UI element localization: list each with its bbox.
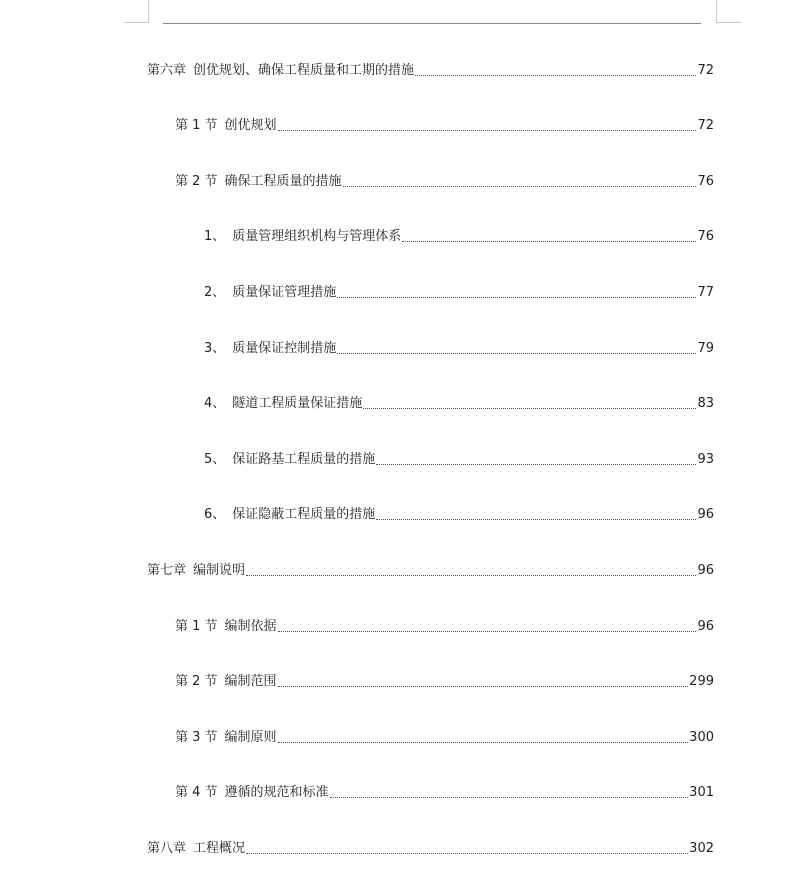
toc-entry-number: 第 3 节 (175, 730, 218, 745)
toc-entry[interactable] (147, 838, 714, 858)
toc-entry-number: 第七章 (147, 563, 187, 578)
toc-entry-number: 5、 (204, 452, 226, 467)
toc-entry-title: 创优规划、确保工程质量和工期的措施 (193, 63, 415, 78)
toc-entry[interactable] (204, 504, 714, 524)
toc-entry-number: 3、 (204, 341, 226, 356)
toc-entry-number: 2、 (204, 285, 226, 300)
toc-dot-leader (363, 408, 696, 409)
toc-entry-number: 第 2 节 (175, 674, 218, 689)
toc-entry-number: 第 2 节 (175, 174, 218, 189)
toc-entry-title: 隧道工程质量保证措施 (232, 396, 363, 411)
toc-page-number: 301 (689, 785, 714, 800)
toc-entry[interactable] (147, 60, 714, 80)
toc-entry-title: 质量管理组织机构与管理体系 (232, 229, 402, 244)
toc-entry-number: 第六章 (147, 63, 187, 78)
toc-dot-leader (343, 186, 697, 187)
toc-dot-leader (246, 575, 696, 576)
toc-page-number: 83 (697, 396, 714, 411)
toc-entry-title: 确保工程质量的措施 (224, 174, 342, 189)
toc-dot-leader (278, 631, 697, 632)
toc-dot-leader (376, 464, 696, 465)
toc-dot-leader (278, 130, 697, 131)
toc-dot-leader (330, 797, 689, 798)
toc-page-number: 72 (697, 118, 714, 133)
toc-page-number: 72 (697, 63, 714, 78)
toc-entry-number: 第 1 节 (175, 118, 218, 133)
toc-entry[interactable] (175, 782, 714, 802)
toc-entry[interactable] (204, 338, 714, 358)
toc-page-number: 299 (689, 674, 714, 689)
toc-dot-leader (337, 297, 696, 298)
toc-dot-leader (278, 686, 689, 687)
toc-entry[interactable] (147, 560, 714, 580)
toc-page-number: 76 (697, 229, 714, 244)
toc-entry-title: 编制依据 (224, 619, 277, 634)
toc-entry-number: 4、 (204, 396, 226, 411)
toc-entry-number: 1、 (204, 229, 226, 244)
toc-page-number: 300 (689, 730, 714, 745)
toc-page-number: 79 (697, 341, 714, 356)
toc-entry[interactable] (175, 727, 714, 747)
toc-dot-leader (402, 241, 696, 242)
toc-entry[interactable] (175, 671, 714, 691)
toc-dot-leader (376, 519, 696, 520)
toc-dot-leader (278, 742, 689, 743)
toc-entry-number: 第 4 节 (175, 785, 218, 800)
toc-entry-title: 保证路基工程质量的措施 (232, 452, 376, 467)
toc-entry-title: 编制范围 (224, 674, 277, 689)
toc-page-number: 96 (697, 563, 714, 578)
toc-page-number: 77 (697, 285, 714, 300)
toc-page-number: 96 (697, 507, 714, 522)
toc-dot-leader (246, 853, 688, 854)
toc-entry-title: 编制原则 (224, 730, 277, 745)
toc-entry-title: 编制说明 (193, 563, 246, 578)
toc-page-number: 302 (689, 841, 714, 856)
toc-entry-title: 工程概况 (193, 841, 246, 856)
toc-page-number: 93 (697, 452, 714, 467)
toc-dot-leader (337, 353, 696, 354)
toc-entry-number: 第 1 节 (175, 619, 218, 634)
toc-entry-number: 6、 (204, 507, 226, 522)
toc-entry-title: 质量保证控制措施 (232, 341, 337, 356)
toc-dot-leader (415, 75, 696, 76)
toc-entry-title: 质量保证管理措施 (232, 285, 337, 300)
toc-entry[interactable] (175, 616, 714, 636)
toc-page-number: 96 (697, 619, 714, 634)
toc-entry-title: 创优规划 (224, 118, 277, 133)
toc-entry-title: 保证隐蔽工程质量的措施 (232, 507, 376, 522)
toc-entry[interactable] (204, 282, 714, 302)
toc-entry[interactable] (204, 393, 714, 413)
toc-entry[interactable] (175, 115, 714, 135)
toc-entry-title: 遵循的规范和标准 (224, 785, 329, 800)
toc-entry[interactable] (175, 171, 714, 191)
toc-entry[interactable] (204, 449, 714, 469)
toc-entry[interactable] (204, 226, 714, 246)
toc-page-number: 76 (697, 174, 714, 189)
toc-entry-number: 第八章 (147, 841, 187, 856)
